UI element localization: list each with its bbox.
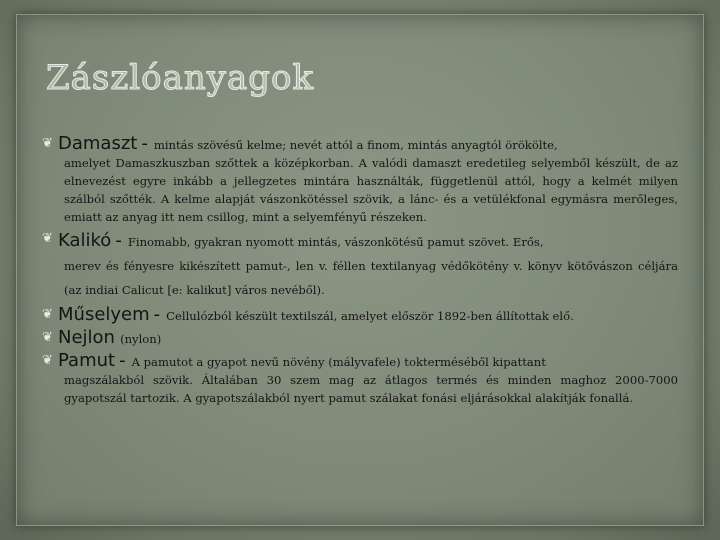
list-item-muselyem [44, 306, 678, 325]
term: Műselyem [58, 304, 150, 325]
bullet-list [44, 135, 678, 411]
term: Pamut [58, 350, 116, 371]
curly-bullet-icon: ❦ [42, 307, 53, 322]
description: Finomabb, gyakran nyomott mintás, vászonkötésű pamut szövet. Erős, [127, 235, 544, 249]
description-continued: magszálakból szövik. Általában 30 szem mag az átlagos termés és minden maghoz 2000-7000 gyapotszál tartozik. A gyapotszálakból nyert pamut szálakat fonási eljárásokkal alakítják fonallá. [64, 373, 678, 405]
curly-bullet-icon: ❦ [42, 231, 53, 246]
curly-bullet-icon: ❦ [42, 136, 53, 151]
curly-bullet-icon: ❦ [42, 330, 53, 345]
description: (nylon) [120, 332, 162, 346]
list-item-pamut [44, 352, 678, 407]
dash: - [141, 133, 148, 154]
term: Nejlon [58, 327, 115, 348]
description-continued: amelyet Damaszkuszban szőttek a középkorban. A valódi damaszt eredetileg selyemből készült, de az elnevezést egyre inkább a jellegzetes mintára használták, függetlenül attól, hogy a kelmét milyen szálból szőtték. A kelme alapját vászonkötéssel szövik, a lánc- és a vetülékfonal egymásra merőleges, emiatt az anyag itt nem csillog, mint a selyemfényű részeken. [64, 156, 678, 224]
description: mintás szövésű kelme; nevét attól a finom, mintás anyagtól örökölte, [153, 138, 558, 152]
dash: - [119, 350, 126, 371]
slide-title: Zászlóanyagok [46, 58, 315, 98]
curly-bullet-icon: ❦ [42, 353, 53, 368]
term: Damaszt [58, 133, 138, 154]
description-continued: merev és fényesre kikészített pamut-, len v. féllen textilanyag védőkötény v. könyv kötővászon céljára (az indiai Calicut [e: kalikut] város nevéből). [64, 259, 678, 297]
list-item-kaliko [44, 230, 678, 302]
description: A pamutot a gyapot nevű növény (mályvafele) tokterméséből kipattant [131, 355, 546, 369]
list-item-damaszt [44, 135, 678, 226]
list-item-nejlon [44, 329, 678, 348]
description: Cellulózból készült textilszál, amelyet először 1892-ben állítottak elő. [166, 309, 574, 323]
dash: - [115, 230, 122, 251]
dash: - [153, 304, 161, 325]
term: Kalikó [58, 230, 112, 251]
